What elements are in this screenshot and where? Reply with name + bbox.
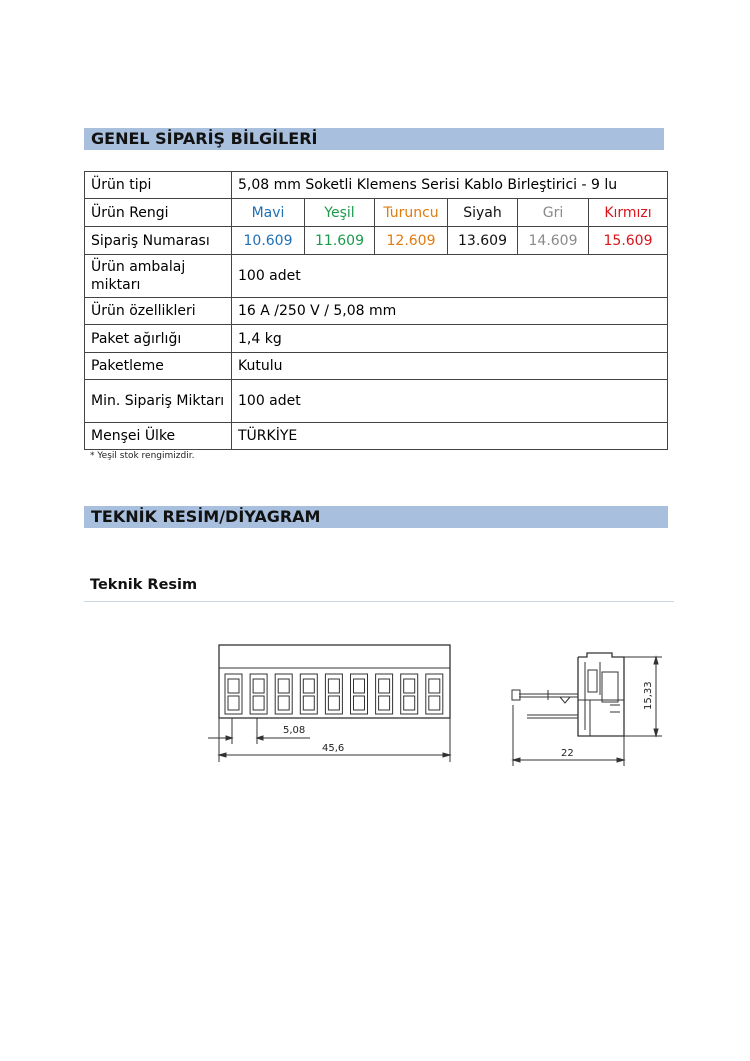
row-label: Ürün Rengi [85, 199, 232, 227]
row-label: Ürün özellikleri [85, 298, 232, 325]
color-name-cell: Gri [518, 199, 589, 227]
terminal-screw [328, 696, 339, 710]
row-value: 5,08 mm Soketli Klemens Serisi Kablo Birleştirici - 9 lu [232, 172, 668, 199]
order-code-cell: 14.609 [518, 227, 589, 255]
side-view [512, 653, 662, 766]
color-name-cell: Turuncu [375, 199, 448, 227]
terminal-screw [228, 696, 239, 710]
terminal-opening [354, 679, 365, 693]
order-code-cell: 15.609 [589, 227, 668, 255]
stock-note: * Yeşil stok rengimizdir. [90, 451, 195, 461]
row-label: Menşei Ülke [85, 423, 232, 450]
terminal-screw [354, 696, 365, 710]
terminal-opening [253, 679, 264, 693]
color-name-cell: Yeşil [305, 199, 375, 227]
row-label: Paketleme [85, 353, 232, 380]
row-value: 100 adet [232, 380, 668, 423]
pitch-dimension-label: 5,08 [283, 725, 306, 736]
color-name-cell: Mavi [232, 199, 305, 227]
height-dimension-label: 15,33 [643, 681, 654, 710]
terminal-screw [404, 696, 415, 710]
color-name-cell: Kırmızı [589, 199, 668, 227]
terminal-screw [278, 696, 289, 710]
width-dimension-label: 45,6 [322, 743, 345, 754]
terminal-opening [303, 679, 314, 693]
row-value: Kutulu [232, 353, 668, 380]
order-code-cell: 10.609 [232, 227, 305, 255]
subsection-title: Teknik Resim [90, 577, 198, 593]
row-label: Ürün tipi [85, 172, 232, 199]
order-code-cell: 11.609 [305, 227, 375, 255]
terminal-opening [404, 679, 415, 693]
row-label: Sipariş Numarası [85, 227, 232, 255]
row-value: 1,4 kg [232, 325, 668, 353]
section-title-genel: GENEL SİPARİŞ BİLGİLERİ [84, 128, 664, 150]
color-name-cell: Siyah [448, 199, 518, 227]
terminal-opening [278, 679, 289, 693]
section-title-teknik: TEKNİK RESİM/DİYAGRAM [84, 506, 668, 528]
order-code-cell: 13.609 [448, 227, 518, 255]
terminal-screw [429, 696, 440, 710]
terminal-opening [328, 679, 339, 693]
depth-dimension-label: 22 [561, 748, 574, 759]
row-value: 100 adet [232, 255, 668, 298]
terminal-screw [303, 696, 314, 710]
row-value: TÜRKİYE [232, 423, 668, 450]
row-label: Paket ağırlığı [85, 325, 232, 353]
row-value: 16 A /250 V / 5,08 mm [232, 298, 668, 325]
row-label: Min. Sipariş Miktarı [85, 380, 232, 423]
terminal-opening [228, 679, 239, 693]
terminal-opening [379, 679, 390, 693]
terminal-screw [253, 696, 264, 710]
row-label: Ürün ambalaj miktarı [85, 255, 232, 298]
terminal-opening [429, 679, 440, 693]
order-code-cell: 12.609 [375, 227, 448, 255]
terminal-screw [379, 696, 390, 710]
